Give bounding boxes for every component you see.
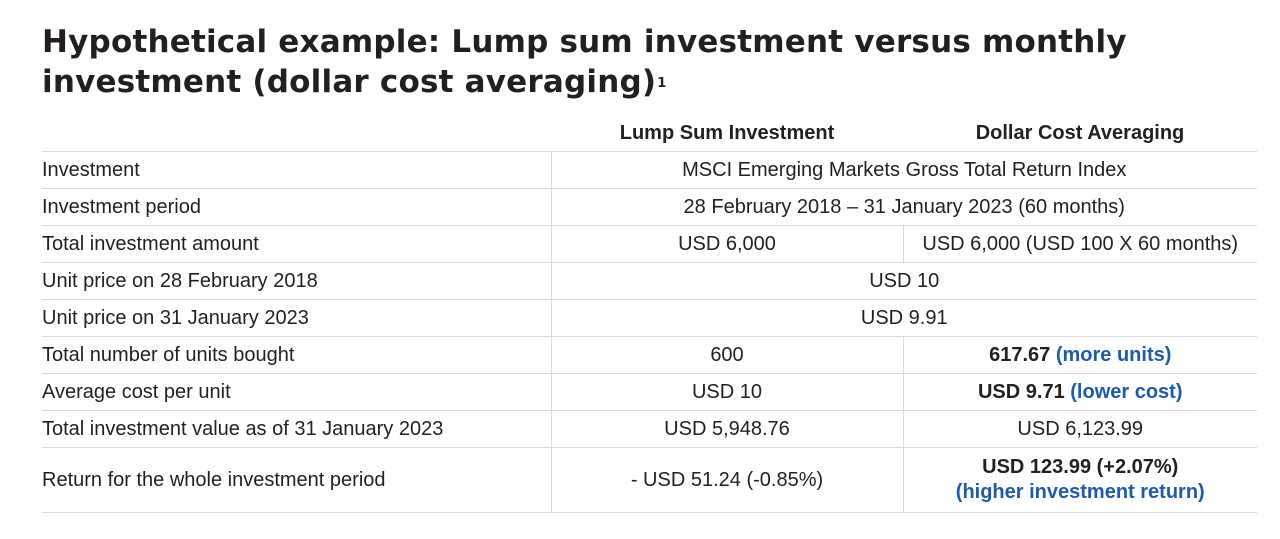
header-dollar-cost-averaging: Dollar Cost Averaging: [903, 115, 1257, 152]
row-label: Average cost per unit: [42, 374, 551, 411]
dca-highlight-note: (lower cost): [1070, 380, 1183, 403]
title-footnote-marker: 1: [657, 76, 667, 91]
lump-sum-value: USD 5,948.76: [551, 411, 903, 448]
dca-value: USD 9.71: [977, 380, 1065, 403]
lump-sum-value: - USD 51.24 (-0.85%): [551, 448, 903, 513]
shared-value: MSCI Emerging Markets Gross Total Return Index: [551, 152, 1257, 189]
lump-sum-value: USD 10: [551, 374, 903, 411]
table-row-return: [42, 448, 1257, 513]
shared-value: USD 9.91: [551, 300, 1257, 337]
row-label: Total investment value as of 31 January 2023: [42, 411, 551, 448]
table-row-units-bought: [42, 337, 1257, 374]
dca-highlight-note: (higher investment return): [955, 481, 1205, 503]
dca-cell: [903, 337, 1257, 374]
page-title: [42, 22, 1262, 102]
row-label: Unit price on 31 January 2023: [42, 300, 551, 337]
comparison-table: [42, 115, 1257, 513]
row-label: Total investment amount: [42, 226, 551, 263]
table-row-unit-price-start: [42, 263, 1257, 300]
table-row-average-cost: [42, 374, 1257, 411]
dca-highlight-note: (more units): [1055, 343, 1172, 366]
lump-sum-value: USD 6,000: [551, 226, 903, 263]
row-label: Return for the whole investment period: [42, 448, 551, 513]
table-row-total-investment-amount: [42, 226, 1257, 263]
dca-value: USD 6,000 (USD 100 X 60 months): [903, 226, 1257, 263]
table-row-unit-price-end: [42, 300, 1257, 337]
dca-cell: [903, 374, 1257, 411]
table-row-investment-value: [42, 411, 1257, 448]
table-row-investment: [42, 152, 1257, 189]
row-label: Total number of units bought: [42, 337, 551, 374]
row-label: Unit price on 28 February 2018: [42, 263, 551, 300]
header-lump-sum: Lump Sum Investment: [551, 115, 903, 152]
dca-value: USD 6,123.99: [903, 411, 1257, 448]
table-row-investment-period: [42, 189, 1257, 226]
page-title-text: Hypothetical example: Lump sum investment versus monthly investment (dollar cost averaging): [42, 24, 1127, 100]
table-header-row: [42, 115, 1257, 152]
row-label: Investment period: [42, 189, 551, 226]
dca-cell: [903, 448, 1257, 513]
dca-value: USD 123.99 (+2.07%): [982, 456, 1179, 478]
header-label-column: [42, 115, 551, 152]
shared-value: USD 10: [551, 263, 1257, 300]
shared-value: 28 February 2018 – 31 January 2023 (60 months): [551, 189, 1257, 226]
row-label: Investment: [42, 152, 551, 189]
lump-sum-value: 600: [551, 337, 903, 374]
dca-value: 617.67: [989, 343, 1051, 366]
